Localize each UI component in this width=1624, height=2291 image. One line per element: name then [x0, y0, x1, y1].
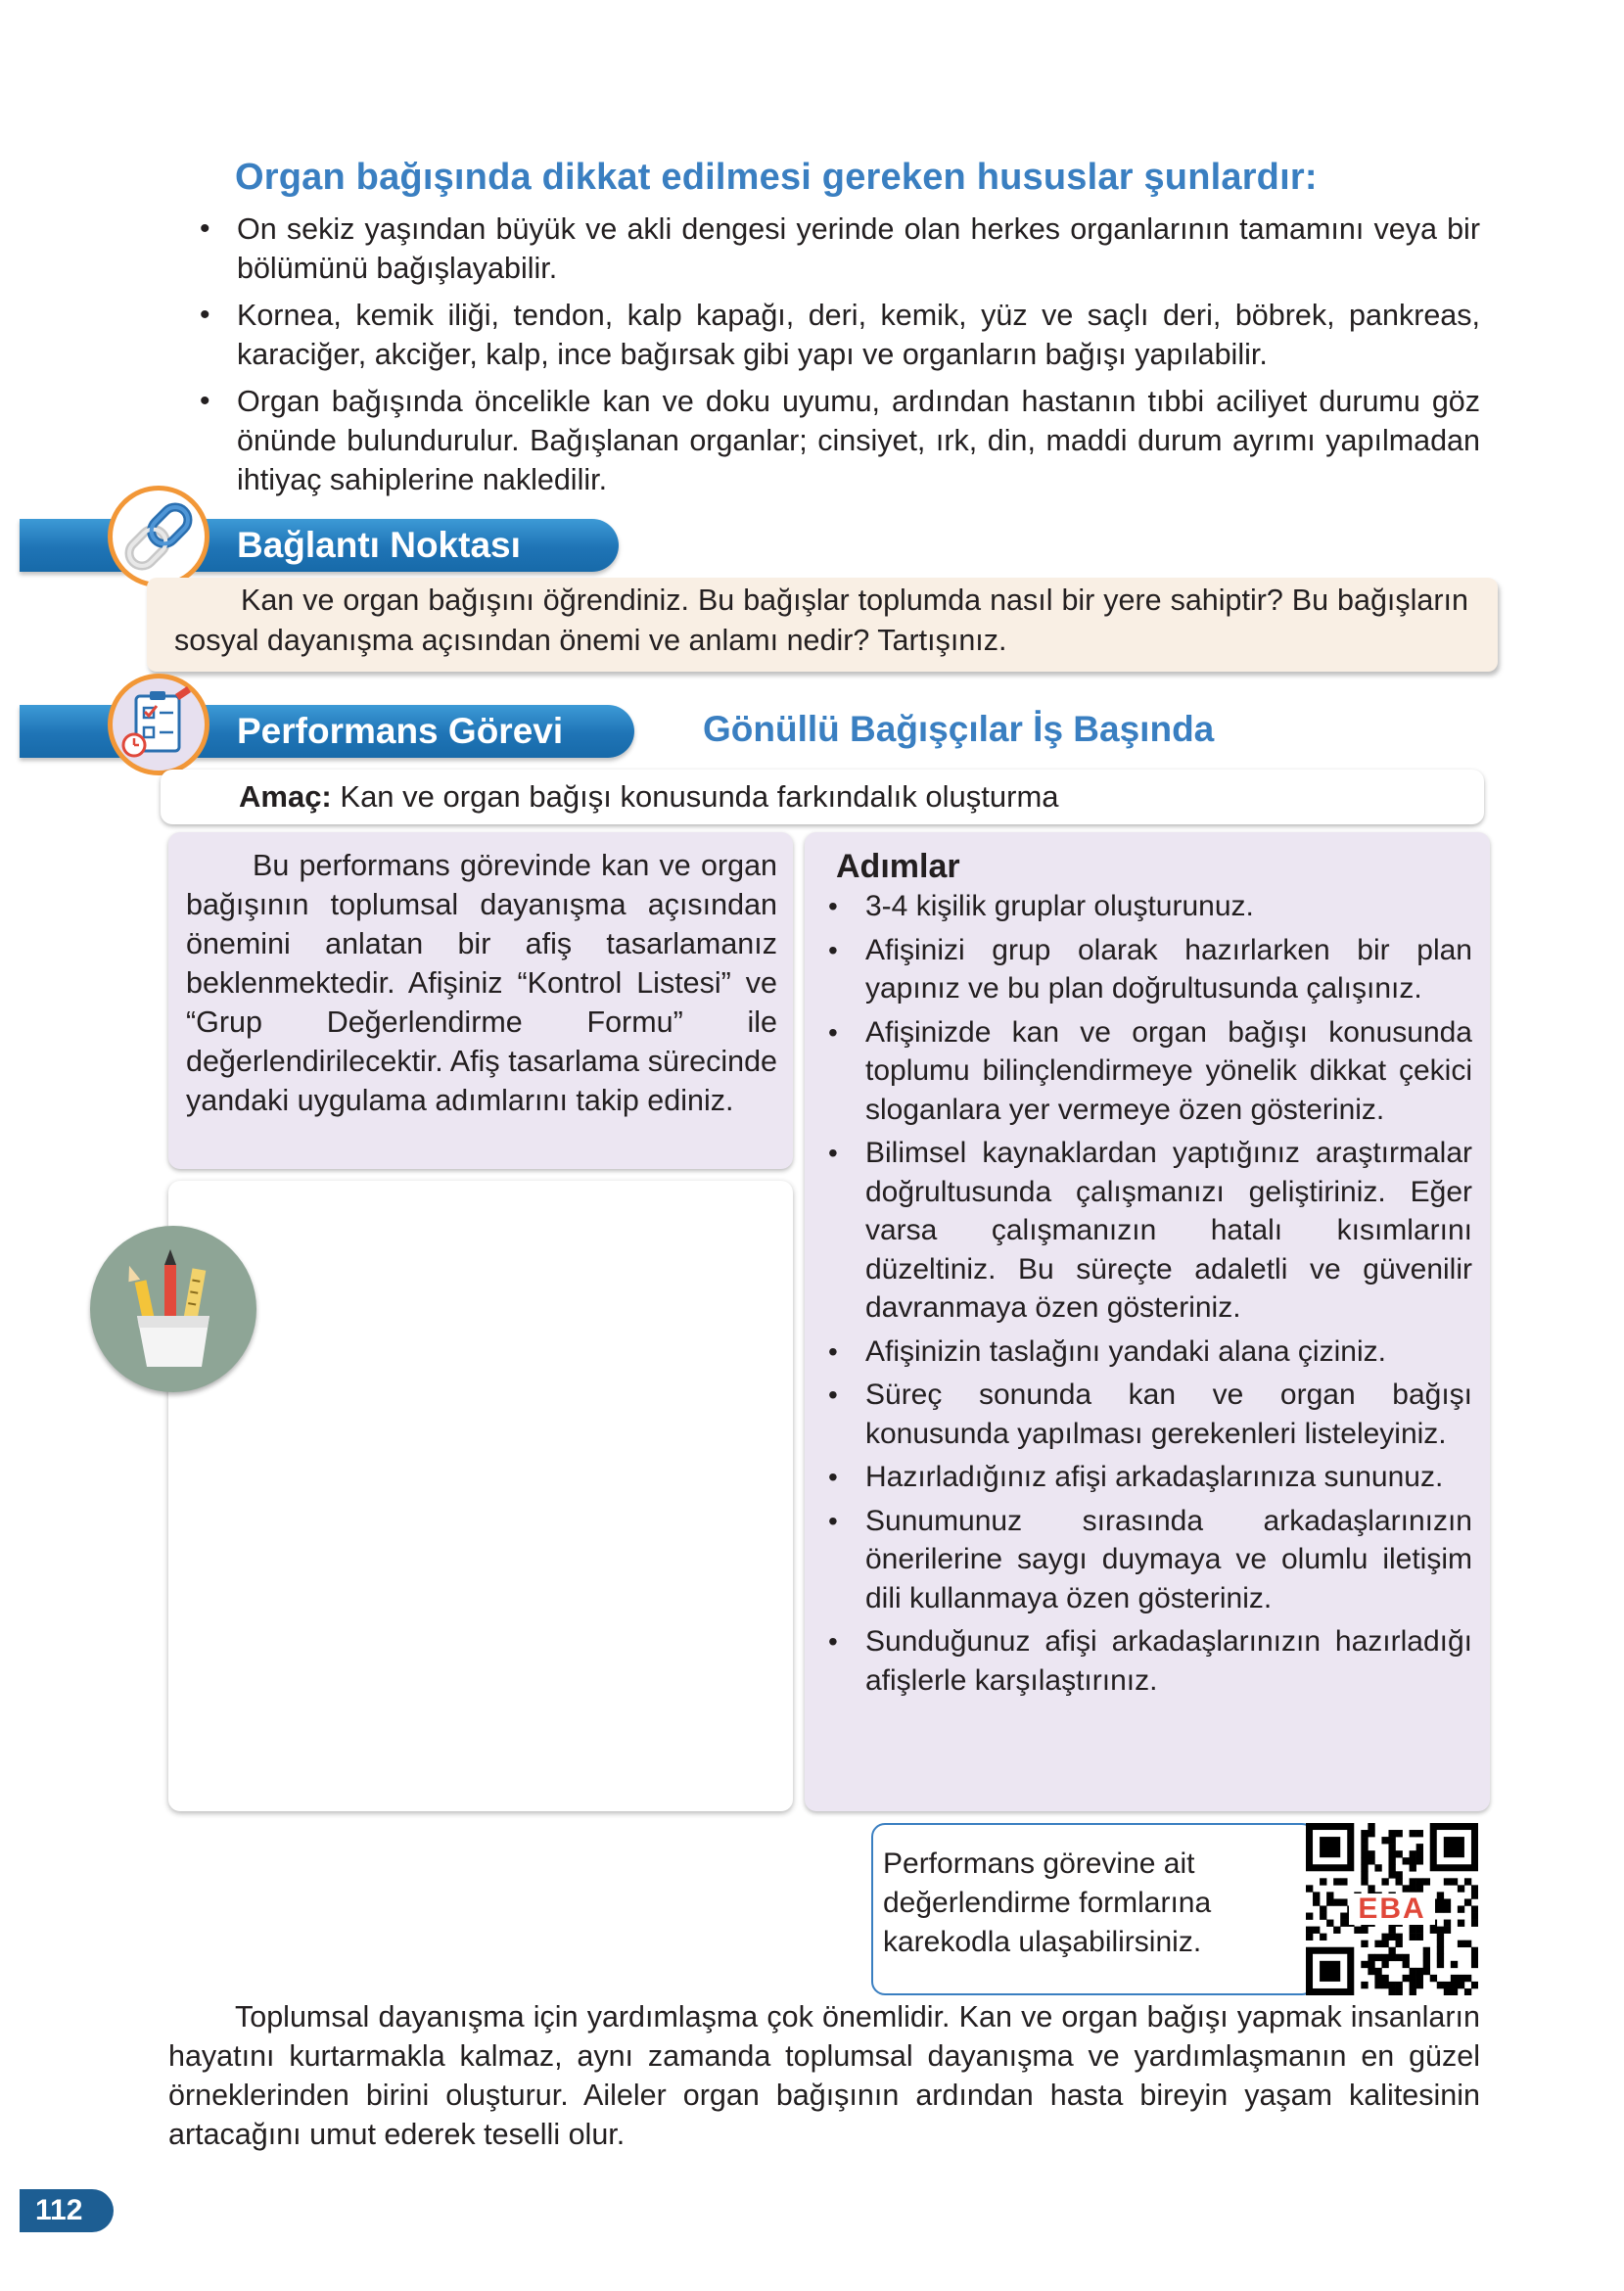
list-item: • Süreç sonunda kan ve organ bağışı konusunda yapılması gerekenleri listeleyiniz. [824, 1376, 1472, 1453]
list-item: • Kornea, kemik iliği, tendon, kalp kapağı, deri, kemik, yüz ve saçlı deri, böbrek, pankreas, karaciğer, akciğer, kalp, ince bağırsak gibi yapı ve organların bağışı yapılabilir. [196, 296, 1480, 374]
task-subtitle: Gönüllü Bağışçılar İş Başında [703, 709, 1215, 749]
list-item: • On sekiz yaşından büyük ve akli dengesi yerinde olan herkes organlarının tamamını veya bir bölümünü bağışlayabilir. [196, 210, 1480, 288]
connection-text: Kan ve organ bağışını öğrendiniz. Bu bağışlar toplumda nasıl bir yere sahiptir? Bu bağışların sosyal dayanışma açısından önemi ve anlamı nedir? Tartışınız. [174, 584, 1468, 657]
organ-notes-list [196, 210, 1480, 507]
list-item: • Bilimsel kaynaklardan yaptığınız araştırmalar doğrultusunda çalışmanızı geliştiriniz. Eğer varsa çalışmanızın hatalı kısımlarını düzeltiniz. Bu süreçte adaletli ve güvenilir davranmaya özen gösteriniz. [824, 1134, 1472, 1328]
aim-text: Kan ve organ bağışı konusunda farkındalık oluşturma [340, 779, 1059, 814]
connection-banner-label: Bağlantı Noktası [237, 525, 521, 565]
performance-task-label: Performans Görevi [237, 711, 564, 751]
qr-info-text: Performans görevine ait değerlendirme formlarına karekodla ulaşabilirsiniz. [883, 1847, 1212, 1958]
page-number: 112 [20, 2189, 114, 2232]
list-item: • Sunduğunuz afişi arkadaşlarınızın hazırladığı afişlerle karşılaştırınız. [824, 1622, 1472, 1700]
list-item: • Afişinizin taslağını yandaki alana çiziniz. [824, 1333, 1472, 1372]
aim-line [239, 779, 1059, 815]
pencil-cup-icon [90, 1226, 256, 1392]
task-intro-text: Bu performans görevinde kan ve organ bağışının toplumsal dayanışma açısından önemini anlatan bir afiş tasarlamanız beklenmektedir. Afişiniz “Kontrol Listesi” ve “Grup Değerlendirme Formu” ile değerlendirilecektir. Afiş tasarlama sürecinde yandaki uygulama adımlarını takip ediniz. [186, 849, 777, 1117]
eba-logo: EBA [1349, 1894, 1435, 1925]
aim-label: Amaç: [239, 779, 332, 814]
poster-draft-area[interactable] [168, 1181, 793, 1811]
section-title: Organ bağışında dikkat edilmesi gereken hususlar şunlardır: [235, 157, 1318, 198]
steps-heading: Adımlar [836, 848, 960, 885]
list-item: • Organ bağışında öncelikle kan ve doku uyumu, ardından hastanın tıbbi aciliyet durumu göz önünde bulundurulur. Bağışlanan organlar; cinsiyet, ırk, din, maddi durum ayrımı yapılmadan ihtiyaç sahiplerine nakledilir. [196, 382, 1480, 499]
list-item: • Sunumunuz sırasında arkadaşlarınızın önerilerine saygı duymaya ve olumlu iletişim dili kullanmaya özen gösteriniz. [824, 1502, 1472, 1618]
list-item: • Hazırladığınız afişi arkadaşlarınıza sununuz. [824, 1458, 1472, 1497]
closing-paragraph: Toplumsal dayanışma için yardımlaşma çok önemlidir. Kan ve organ bağışı yapmak insanların hayatını kurtarmakla kalmaz, aynı zamanda toplumsal dayanışma ve yardımlaşmanın en güzel örneklerinden birini oluşturur. Aileler organ bağışının ardından hasta bireyin yaşam kalitesinin artacağını umut ederek teselli olur. [168, 2000, 1480, 2151]
list-item: • Afişinizde kan ve organ bağışı konusunda toplumu bilinçlendirmeye yönelik dikkat çekici sloganlara yer vermeye özen gösteriniz. [824, 1013, 1472, 1130]
chain-link-icon [108, 486, 209, 587]
clipboard-checklist-icon [108, 674, 209, 775]
list-item: • Afişinizi grup olarak hazırlarken bir plan yapınız ve bu plan doğrultusunda çalışınız. [824, 931, 1472, 1008]
list-item: • 3-4 kişilik gruplar oluşturunuz. [824, 887, 1472, 926]
qr-code-icon[interactable] [1306, 1823, 1478, 1995]
steps-list [824, 887, 1472, 1705]
